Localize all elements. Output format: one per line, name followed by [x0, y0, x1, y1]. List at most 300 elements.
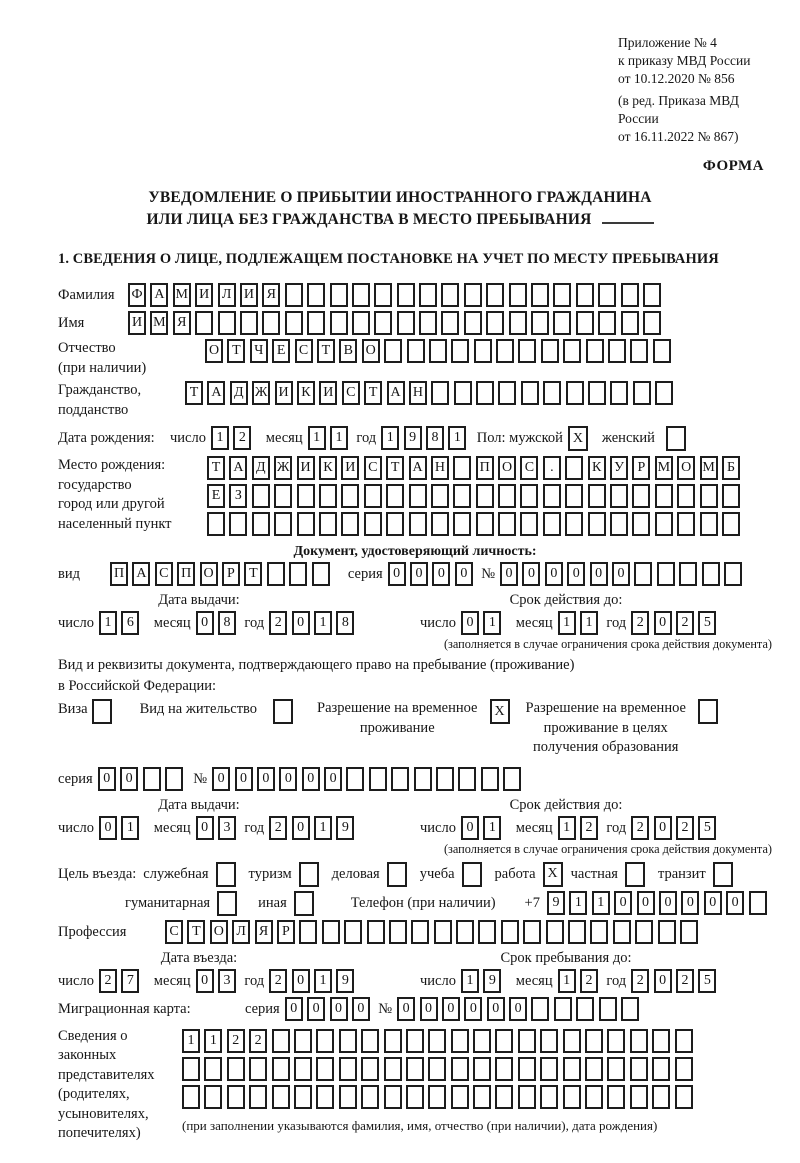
char-cell[interactable] — [518, 1085, 536, 1109]
char-cell[interactable] — [262, 311, 280, 335]
char-cell[interactable] — [540, 1029, 558, 1053]
char-cell[interactable] — [339, 1057, 357, 1081]
char-cell[interactable] — [289, 562, 307, 586]
char-cell[interactable]: 2 — [249, 1029, 267, 1053]
char-cell[interactable] — [297, 484, 315, 508]
char-cell[interactable] — [451, 1085, 469, 1109]
char-cell[interactable] — [428, 1057, 446, 1081]
char-cell[interactable] — [680, 920, 698, 944]
char-cell[interactable] — [503, 767, 521, 791]
char-cell[interactable]: 0 — [120, 767, 138, 791]
char-cell[interactable] — [227, 1057, 245, 1081]
char-cell[interactable] — [698, 699, 718, 724]
char-cell[interactable]: 0 — [590, 562, 608, 586]
char-cell[interactable] — [274, 512, 292, 536]
char-cell[interactable]: 0 — [654, 611, 672, 635]
char-cell[interactable] — [635, 920, 653, 944]
char-cell[interactable] — [481, 767, 499, 791]
char-cell[interactable] — [330, 311, 348, 335]
char-cell[interactable]: 8 — [336, 611, 354, 635]
char-cell[interactable] — [182, 1057, 200, 1081]
char-cell[interactable] — [634, 562, 652, 586]
char-cell[interactable] — [576, 311, 594, 335]
char-cell[interactable] — [608, 339, 626, 363]
char-cell[interactable]: А — [387, 381, 405, 405]
char-cell[interactable] — [498, 512, 516, 536]
char-cell[interactable] — [652, 1057, 670, 1081]
char-cell[interactable]: 0 — [235, 767, 253, 791]
char-cell[interactable] — [540, 1085, 558, 1109]
char-cell[interactable] — [576, 283, 594, 307]
char-cell[interactable] — [229, 512, 247, 536]
char-cell[interactable] — [546, 920, 564, 944]
char-cell[interactable] — [553, 283, 571, 307]
char-cell[interactable]: К — [319, 456, 337, 480]
char-cell[interactable]: Р — [277, 920, 295, 944]
char-cell[interactable] — [610, 381, 628, 405]
char-cell[interactable] — [312, 562, 330, 586]
char-cell[interactable] — [495, 1029, 513, 1053]
char-cell[interactable] — [655, 484, 673, 508]
char-cell[interactable] — [367, 920, 385, 944]
char-cell[interactable] — [655, 512, 673, 536]
char-cell[interactable]: Т — [207, 456, 225, 480]
char-cell[interactable] — [607, 1029, 625, 1053]
char-cell[interactable] — [588, 512, 606, 536]
char-cell[interactable] — [486, 283, 504, 307]
char-cell[interactable]: 2 — [676, 611, 694, 635]
char-cell[interactable] — [267, 562, 285, 586]
char-cell[interactable] — [607, 1085, 625, 1109]
char-cell[interactable]: О — [205, 339, 223, 363]
char-cell[interactable]: 1 — [204, 1029, 222, 1053]
char-cell[interactable] — [207, 512, 225, 536]
char-cell[interactable]: 9 — [336, 816, 354, 840]
char-cell[interactable]: 0 — [257, 767, 275, 791]
char-cell[interactable]: 1 — [381, 426, 399, 450]
char-cell[interactable] — [632, 512, 650, 536]
char-cell[interactable]: 0 — [99, 816, 117, 840]
char-cell[interactable]: 0 — [461, 611, 479, 635]
char-cell[interactable]: 2 — [676, 816, 694, 840]
char-cell[interactable] — [610, 484, 628, 508]
char-cell[interactable]: X — [490, 699, 510, 724]
char-cell[interactable] — [456, 920, 474, 944]
char-cell[interactable] — [543, 512, 561, 536]
char-cell[interactable]: 0 — [410, 562, 428, 586]
char-cell[interactable] — [585, 1085, 603, 1109]
char-cell[interactable]: 0 — [388, 562, 406, 586]
char-cell[interactable] — [307, 311, 325, 335]
char-cell[interactable]: М — [700, 456, 718, 480]
char-cell[interactable] — [316, 1029, 334, 1053]
char-cell[interactable]: 0 — [324, 767, 342, 791]
char-cell[interactable] — [598, 283, 616, 307]
char-cell[interactable]: Т — [364, 381, 382, 405]
char-cell[interactable]: Я — [262, 283, 280, 307]
char-cell[interactable] — [476, 512, 494, 536]
char-cell[interactable] — [451, 1029, 469, 1053]
char-cell[interactable] — [630, 339, 648, 363]
char-cell[interactable]: А — [207, 381, 225, 405]
char-cell[interactable]: С — [520, 456, 538, 480]
char-cell[interactable] — [294, 1057, 312, 1081]
char-cell[interactable] — [297, 512, 315, 536]
char-cell[interactable]: 2 — [580, 816, 598, 840]
char-cell[interactable] — [406, 1029, 424, 1053]
char-cell[interactable] — [563, 339, 581, 363]
char-cell[interactable] — [700, 484, 718, 508]
char-cell[interactable] — [341, 484, 359, 508]
char-cell[interactable]: Т — [386, 456, 404, 480]
char-cell[interactable]: 1 — [211, 426, 229, 450]
char-cell[interactable] — [252, 484, 270, 508]
char-cell[interactable] — [397, 283, 415, 307]
char-cell[interactable]: . — [543, 456, 561, 480]
char-cell[interactable]: 0 — [500, 562, 518, 586]
char-cell[interactable]: С — [342, 381, 360, 405]
char-cell[interactable]: 0 — [455, 562, 473, 586]
char-cell[interactable]: 0 — [681, 891, 699, 915]
char-cell[interactable] — [613, 920, 631, 944]
char-cell[interactable]: М — [655, 456, 673, 480]
char-cell[interactable]: М — [150, 311, 168, 335]
char-cell[interactable]: 0 — [659, 891, 677, 915]
char-cell[interactable] — [249, 1057, 267, 1081]
char-cell[interactable] — [554, 997, 572, 1021]
char-cell[interactable] — [204, 1057, 222, 1081]
char-cell[interactable]: 0 — [285, 997, 303, 1021]
char-cell[interactable] — [666, 426, 686, 451]
char-cell[interactable] — [458, 767, 476, 791]
char-cell[interactable] — [658, 920, 676, 944]
char-cell[interactable] — [451, 1057, 469, 1081]
char-cell[interactable]: 0 — [330, 997, 348, 1021]
char-cell[interactable] — [464, 283, 482, 307]
char-cell[interactable] — [478, 920, 496, 944]
char-cell[interactable] — [630, 1029, 648, 1053]
char-cell[interactable] — [476, 484, 494, 508]
char-cell[interactable] — [630, 1057, 648, 1081]
char-cell[interactable] — [274, 484, 292, 508]
char-cell[interactable] — [498, 381, 516, 405]
char-cell[interactable] — [541, 339, 559, 363]
char-cell[interactable]: 6 — [121, 611, 139, 635]
char-cell[interactable] — [652, 1085, 670, 1109]
char-cell[interactable]: 8 — [218, 611, 236, 635]
char-cell[interactable]: 0 — [461, 816, 479, 840]
char-cell[interactable]: Д — [252, 456, 270, 480]
char-cell[interactable] — [521, 381, 539, 405]
char-cell[interactable] — [434, 920, 452, 944]
char-cell[interactable] — [576, 997, 594, 1021]
char-cell[interactable]: 9 — [547, 891, 565, 915]
char-cell[interactable] — [630, 1085, 648, 1109]
char-cell[interactable] — [361, 1057, 379, 1081]
char-cell[interactable] — [568, 920, 586, 944]
char-cell[interactable] — [588, 381, 606, 405]
char-cell[interactable]: С — [364, 456, 382, 480]
char-cell[interactable] — [498, 484, 516, 508]
char-cell[interactable]: М — [173, 283, 191, 307]
char-cell[interactable] — [294, 891, 314, 916]
char-cell[interactable]: И — [297, 456, 315, 480]
char-cell[interactable] — [431, 512, 449, 536]
char-cell[interactable] — [509, 283, 527, 307]
char-cell[interactable] — [518, 339, 536, 363]
char-cell[interactable]: 1 — [558, 611, 576, 635]
char-cell[interactable]: О — [677, 456, 695, 480]
char-cell[interactable]: Л — [232, 920, 250, 944]
char-cell[interactable] — [165, 767, 183, 791]
char-cell[interactable] — [474, 339, 492, 363]
char-cell[interactable]: X — [543, 862, 563, 887]
char-cell[interactable]: 0 — [464, 997, 482, 1021]
char-cell[interactable] — [384, 1029, 402, 1053]
char-cell[interactable]: 2 — [233, 426, 251, 450]
char-cell[interactable]: 0 — [614, 891, 632, 915]
char-cell[interactable]: 0 — [98, 767, 116, 791]
char-cell[interactable] — [361, 1085, 379, 1109]
char-cell[interactable]: В — [339, 339, 357, 363]
char-cell[interactable] — [476, 381, 494, 405]
char-cell[interactable] — [509, 311, 527, 335]
char-cell[interactable]: С — [295, 339, 313, 363]
char-cell[interactable] — [543, 484, 561, 508]
char-cell[interactable]: 1 — [121, 816, 139, 840]
char-cell[interactable] — [143, 767, 161, 791]
char-cell[interactable] — [625, 862, 645, 887]
char-cell[interactable] — [632, 484, 650, 508]
char-cell[interactable] — [374, 283, 392, 307]
char-cell[interactable]: 0 — [654, 816, 672, 840]
char-cell[interactable] — [543, 381, 561, 405]
char-cell[interactable]: 2 — [227, 1029, 245, 1053]
char-cell[interactable]: 1 — [592, 891, 610, 915]
char-cell[interactable]: Л — [218, 283, 236, 307]
char-cell[interactable]: 1 — [558, 969, 576, 993]
char-cell[interactable]: 2 — [631, 816, 649, 840]
char-cell[interactable]: С — [165, 920, 183, 944]
char-cell[interactable]: 0 — [302, 767, 320, 791]
char-cell[interactable]: 9 — [404, 426, 422, 450]
char-cell[interactable]: 3 — [218, 816, 236, 840]
char-cell[interactable]: 9 — [336, 969, 354, 993]
char-cell[interactable]: Ж — [274, 456, 292, 480]
char-cell[interactable] — [633, 381, 651, 405]
char-cell[interactable] — [217, 891, 237, 916]
char-cell[interactable] — [374, 311, 392, 335]
char-cell[interactable]: Я — [255, 920, 273, 944]
char-cell[interactable] — [518, 1029, 536, 1053]
char-cell[interactable] — [386, 484, 404, 508]
char-cell[interactable] — [182, 1085, 200, 1109]
char-cell[interactable]: О — [210, 920, 228, 944]
char-cell[interactable]: 2 — [676, 969, 694, 993]
char-cell[interactable] — [675, 1085, 693, 1109]
char-cell[interactable]: И — [128, 311, 146, 335]
char-cell[interactable]: И — [195, 283, 213, 307]
char-cell[interactable]: Т — [185, 381, 203, 405]
char-cell[interactable]: Р — [632, 456, 650, 480]
char-cell[interactable]: 5 — [698, 816, 716, 840]
char-cell[interactable] — [531, 311, 549, 335]
char-cell[interactable] — [441, 311, 459, 335]
char-cell[interactable]: А — [229, 456, 247, 480]
char-cell[interactable] — [598, 311, 616, 335]
char-cell[interactable]: 0 — [420, 997, 438, 1021]
char-cell[interactable]: 7 — [121, 969, 139, 993]
char-cell[interactable] — [700, 512, 718, 536]
char-cell[interactable]: К — [297, 381, 315, 405]
char-cell[interactable] — [339, 1085, 357, 1109]
char-cell[interactable] — [677, 484, 695, 508]
char-cell[interactable]: О — [498, 456, 516, 480]
char-cell[interactable]: 1 — [461, 969, 479, 993]
char-cell[interactable]: 0 — [612, 562, 630, 586]
char-cell[interactable]: Ф — [128, 283, 146, 307]
char-cell[interactable]: 5 — [698, 969, 716, 993]
char-cell[interactable] — [285, 283, 303, 307]
char-cell[interactable] — [294, 1029, 312, 1053]
char-cell[interactable] — [406, 1085, 424, 1109]
char-cell[interactable]: 0 — [726, 891, 744, 915]
char-cell[interactable] — [453, 484, 471, 508]
char-cell[interactable] — [588, 484, 606, 508]
char-cell[interactable] — [679, 562, 697, 586]
char-cell[interactable] — [285, 311, 303, 335]
char-cell[interactable]: 0 — [196, 969, 214, 993]
char-cell[interactable] — [599, 997, 617, 1021]
char-cell[interactable] — [369, 767, 387, 791]
char-cell[interactable] — [384, 339, 402, 363]
char-cell[interactable]: 0 — [509, 997, 527, 1021]
char-cell[interactable] — [441, 283, 459, 307]
char-cell[interactable]: 2 — [269, 969, 287, 993]
char-cell[interactable] — [431, 381, 449, 405]
char-cell[interactable] — [419, 283, 437, 307]
char-cell[interactable] — [386, 512, 404, 536]
char-cell[interactable] — [563, 1029, 581, 1053]
char-cell[interactable] — [563, 1085, 581, 1109]
char-cell[interactable] — [473, 1029, 491, 1053]
char-cell[interactable]: 0 — [442, 997, 460, 1021]
char-cell[interactable]: 0 — [487, 997, 505, 1021]
char-cell[interactable]: 0 — [545, 562, 563, 586]
char-cell[interactable]: Н — [431, 456, 449, 480]
char-cell[interactable] — [249, 1085, 267, 1109]
char-cell[interactable] — [675, 1029, 693, 1053]
char-cell[interactable] — [677, 512, 695, 536]
char-cell[interactable] — [272, 1029, 290, 1053]
char-cell[interactable]: О — [200, 562, 218, 586]
char-cell[interactable]: 0 — [654, 969, 672, 993]
char-cell[interactable]: 1 — [448, 426, 466, 450]
char-cell[interactable]: 0 — [292, 816, 310, 840]
char-cell[interactable]: О — [362, 339, 380, 363]
char-cell[interactable]: 0 — [212, 767, 230, 791]
char-cell[interactable]: 0 — [432, 562, 450, 586]
char-cell[interactable]: 5 — [698, 611, 716, 635]
char-cell[interactable] — [518, 1057, 536, 1081]
char-cell[interactable] — [391, 767, 409, 791]
char-cell[interactable] — [361, 1029, 379, 1053]
char-cell[interactable]: Р — [222, 562, 240, 586]
char-cell[interactable] — [610, 512, 628, 536]
char-cell[interactable] — [565, 512, 583, 536]
char-cell[interactable] — [252, 512, 270, 536]
char-cell[interactable] — [409, 484, 427, 508]
char-cell[interactable]: И — [240, 283, 258, 307]
char-cell[interactable] — [749, 891, 767, 915]
char-cell[interactable]: 8 — [426, 426, 444, 450]
char-cell[interactable]: З — [229, 484, 247, 508]
char-cell[interactable] — [429, 339, 447, 363]
char-cell[interactable] — [387, 862, 407, 887]
char-cell[interactable] — [273, 699, 293, 724]
char-cell[interactable]: 1 — [314, 816, 332, 840]
char-cell[interactable] — [495, 1057, 513, 1081]
char-cell[interactable]: Н — [409, 381, 427, 405]
char-cell[interactable]: 1 — [314, 611, 332, 635]
char-cell[interactable] — [621, 311, 639, 335]
char-cell[interactable] — [428, 1085, 446, 1109]
char-cell[interactable] — [585, 1029, 603, 1053]
char-cell[interactable] — [299, 862, 319, 887]
char-cell[interactable]: Ж — [252, 381, 270, 405]
char-cell[interactable] — [272, 1085, 290, 1109]
char-cell[interactable] — [496, 339, 514, 363]
char-cell[interactable]: 1 — [483, 611, 501, 635]
char-cell[interactable] — [319, 484, 337, 508]
char-cell[interactable] — [341, 512, 359, 536]
char-cell[interactable]: 0 — [704, 891, 722, 915]
char-cell[interactable] — [473, 1085, 491, 1109]
char-cell[interactable] — [531, 997, 549, 1021]
char-cell[interactable]: Д — [230, 381, 248, 405]
char-cell[interactable]: 1 — [330, 426, 348, 450]
char-cell[interactable]: 0 — [292, 611, 310, 635]
char-cell[interactable] — [352, 283, 370, 307]
char-cell[interactable] — [653, 339, 671, 363]
char-cell[interactable] — [585, 1057, 603, 1081]
char-cell[interactable]: 1 — [314, 969, 332, 993]
char-cell[interactable] — [702, 562, 720, 586]
char-cell[interactable] — [384, 1085, 402, 1109]
char-cell[interactable] — [454, 381, 472, 405]
char-cell[interactable]: Т — [187, 920, 205, 944]
char-cell[interactable] — [675, 1057, 693, 1081]
char-cell[interactable] — [406, 1057, 424, 1081]
char-cell[interactable]: 1 — [182, 1029, 200, 1053]
char-cell[interactable] — [428, 1029, 446, 1053]
char-cell[interactable] — [531, 283, 549, 307]
char-cell[interactable]: 0 — [279, 767, 297, 791]
char-cell[interactable]: П — [177, 562, 195, 586]
char-cell[interactable]: 9 — [483, 969, 501, 993]
char-cell[interactable]: 3 — [218, 969, 236, 993]
char-cell[interactable]: И — [341, 456, 359, 480]
char-cell[interactable]: 1 — [308, 426, 326, 450]
char-cell[interactable] — [540, 1057, 558, 1081]
char-cell[interactable] — [655, 381, 673, 405]
char-cell[interactable] — [389, 920, 407, 944]
char-cell[interactable] — [436, 767, 454, 791]
char-cell[interactable] — [319, 512, 337, 536]
char-cell[interactable] — [607, 1057, 625, 1081]
char-cell[interactable]: Т — [244, 562, 262, 586]
char-cell[interactable] — [523, 920, 541, 944]
